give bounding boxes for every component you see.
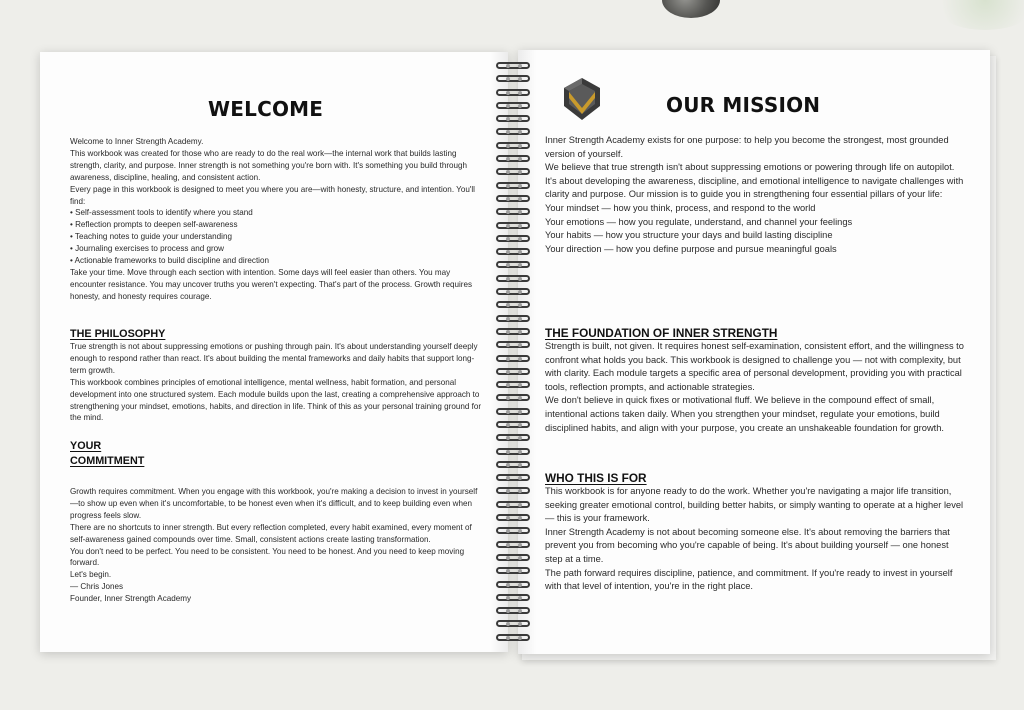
punch-hole [506, 636, 510, 640]
spiral-ring [494, 261, 534, 271]
spiral-ring [494, 607, 534, 617]
ring-wire [496, 222, 530, 229]
punch-hole [518, 224, 522, 228]
who-heading: WHO THIS IS FOR [545, 471, 647, 485]
spiral-ring [494, 155, 534, 165]
punch-hole [506, 556, 510, 560]
spiral-ring [494, 581, 534, 591]
punch-hole [518, 583, 522, 587]
commitment-line: There are no shortcuts to inner strength. But every reflection completed, every habit examined, every moment of self-awareness gained compounds over time. Small, consistent actions create lasting transformation. [70, 522, 472, 544]
ring-wire [496, 567, 530, 574]
punch-hole [506, 357, 510, 361]
ring-wire [496, 195, 530, 202]
ring-wire [496, 527, 530, 534]
commitment-heading-line: COMMITMENT [70, 454, 145, 467]
spiral-ring [494, 115, 534, 125]
spiral-ring [494, 142, 534, 152]
ring-wire [496, 461, 530, 468]
who-line: This workbook is for anyone ready to do the work. Whether you're navigating a major life transition, seeking greater emotional control, building better habits, or simply wanting to operate at a higher level — this is your framework. [545, 486, 964, 524]
spiral-ring [494, 328, 534, 338]
welcome-line: Every page in this workbook is designed to meet you where you are—with honesty, structure, and intention. You'll find: [70, 184, 475, 206]
ring-wire [496, 75, 530, 82]
ring-wire [496, 182, 530, 189]
punch-hole [518, 370, 522, 374]
punch-hole [518, 290, 522, 294]
ring-wire [496, 315, 530, 322]
ring-wire [496, 208, 530, 215]
who-text [545, 485, 965, 594]
punch-hole [506, 317, 510, 321]
ring-wire [496, 408, 530, 415]
mission-title: OUR MISSION [666, 93, 821, 117]
ring-wire [496, 115, 530, 122]
spiral-ring [494, 381, 534, 391]
commitment-heading [70, 439, 270, 468]
philosophy-line: This workbook combines principles of emotional intelligence, mental wellness, habit formation, and personal development into one structured system. Each module builds upon the last, creating a comprehensive approach to strengthening your mindset, emotions, habits, and direction in life. Think of this as your personal training ground for the mind. [70, 377, 482, 423]
background-object [662, 0, 720, 18]
spiral-ring [494, 514, 534, 524]
ring-wire [496, 355, 530, 362]
pillar-direction: Your direction — how you define purpose and pursue meaningful goals [545, 243, 837, 254]
punch-hole [518, 543, 522, 547]
punch-hole [518, 64, 522, 68]
ring-wire [496, 514, 530, 521]
punch-hole [506, 91, 510, 95]
spiral-ring [494, 394, 534, 404]
spiral-ring [494, 541, 534, 551]
ring-wire [496, 421, 530, 428]
philosophy-text [70, 341, 482, 424]
punch-hole [506, 516, 510, 520]
ring-wire [496, 487, 530, 494]
ring-wire [496, 394, 530, 401]
spiral-ring [494, 434, 534, 444]
ring-wire [496, 328, 530, 335]
ring-wire [496, 620, 530, 627]
punch-hole [518, 410, 522, 414]
ring-wire [496, 301, 530, 308]
welcome-bullet: • Journaling exercises to process and grow [70, 244, 224, 254]
welcome-bullet: • Teaching notes to guide your understanding [70, 232, 232, 242]
welcome-line: Welcome to Inner Strength Academy. [70, 137, 204, 146]
ring-wire [496, 341, 530, 348]
punch-hole [518, 237, 522, 241]
spiral-ring [494, 235, 534, 245]
mission-text [545, 134, 965, 256]
punch-hole [518, 423, 522, 427]
commitment-heading-line: YOUR [70, 440, 102, 452]
punch-hole [518, 357, 522, 361]
spiral-ring [494, 421, 534, 431]
punch-hole [506, 596, 510, 600]
welcome-bullet: • Actionable frameworks to build discipline and direction [70, 256, 269, 266]
welcome-bullet: • Self-assessment tools to identify where you stand [70, 208, 253, 218]
spiral-ring [494, 102, 534, 112]
left-page [40, 52, 508, 652]
spiral-ring [494, 408, 534, 418]
ring-wire [496, 102, 530, 109]
punch-hole [518, 556, 522, 560]
commitment-line: Let's begin. [70, 570, 112, 580]
ring-wire [496, 581, 530, 588]
ring-wire [496, 248, 530, 255]
punch-hole [518, 184, 522, 188]
punch-hole [506, 370, 510, 374]
punch-hole [506, 330, 510, 334]
ring-wire [496, 434, 530, 441]
welcome-line: Take your time. Move through each section with intention. Some days will feel easier than others. You may encounter resistance. You may uncover truths you weren't expecting. That's part of the process. Growth requires honesty, and honesty requires courage. [70, 267, 472, 301]
ring-wire [496, 275, 530, 282]
spiral-ring [494, 620, 534, 630]
spiral-ring [494, 315, 534, 325]
punch-hole [506, 144, 510, 148]
spiral-ring [494, 75, 534, 85]
pillar-emotions: Your emotions — how you regulate, understand, and channel your feelings [545, 216, 853, 227]
ring-wire [496, 261, 530, 268]
right-page [518, 50, 990, 654]
ring-wire [496, 235, 530, 242]
spiral-binding [494, 62, 534, 647]
spiral-ring [494, 341, 534, 351]
ring-wire [496, 168, 530, 175]
ring-wire [496, 288, 530, 295]
spiral-ring [494, 594, 534, 604]
punch-hole [518, 91, 522, 95]
spiral-ring [494, 222, 534, 232]
mission-line: Inner Strength Academy exists for one purpose: to help you become the strongest, most grounded version of yourself. [545, 135, 949, 159]
commitment-line: Growth requires commitment. When you engage with this workbook, you're making a decision to invest in yourself—to show up even when it's uncomfortable, to be honest even when it's difficult, and to keep building even when progress feels slow. [70, 487, 478, 520]
who-line: Inner Strength Academy is not about becoming someone else. It's about removing the barriers that prevent you from becoming who you're capable of being. It's about building yourself — one honest step at a time. [545, 526, 950, 564]
welcome-title: WELCOME [208, 97, 324, 121]
pillar-mindset: Your mindset — how you think, process, and respond to the world [545, 202, 816, 213]
ring-wire [496, 128, 530, 135]
commitment-text [70, 486, 482, 605]
commitment-line: You don't need to be perfect. You need to be consistent. You need to be honest. And you need to keep moving forward. [70, 546, 465, 568]
philosophy-heading: THE PHILOSOPHY [70, 328, 166, 340]
welcome-line: This workbook was created for those who are ready to do the real work—the internal work that builds lasting strength, clarity, and purpose. Inner strength is not something you're born with. It's something you build through awareness, discipline, healing, and consistent action. [70, 148, 468, 182]
spiral-ring [494, 501, 534, 511]
punch-hole [506, 104, 510, 108]
spiral-ring [494, 554, 534, 564]
ring-wire [496, 474, 530, 481]
punch-hole [506, 543, 510, 547]
ring-wire [496, 448, 530, 455]
pillar-habits: Your habits — how you structure your days and build lasting discipline [545, 230, 833, 241]
punch-hole [506, 224, 510, 228]
punch-hole [518, 277, 522, 281]
spiral-ring [494, 89, 534, 99]
foundation-line: Strength is built, not given. It requires honest self-examination, consistent effort, and the willingness to confront what holds you back. This workbook is designed to challenge you — not with complexity, but with clarity. Each module targets a specific area of personal development, providing you with practical tools, reflection prompts, and actionable strategies. [545, 341, 964, 392]
ring-wire [496, 541, 530, 548]
welcome-text [70, 136, 482, 303]
spiral-ring [494, 248, 534, 258]
spiral-ring [494, 288, 534, 298]
punch-hole [518, 503, 522, 507]
spiral-ring [494, 195, 534, 205]
punch-hole [518, 636, 522, 640]
spiral-ring [494, 208, 534, 218]
foundation-heading: THE FOUNDATION OF INNER STRENGTH [545, 326, 778, 340]
background-plant [930, 0, 1024, 30]
ring-wire [496, 634, 530, 641]
punch-hole [506, 184, 510, 188]
spiral-ring [494, 355, 534, 365]
punch-hole [506, 237, 510, 241]
punch-hole [518, 450, 522, 454]
spiral-ring [494, 474, 534, 484]
ring-wire [496, 368, 530, 375]
spiral-ring [494, 275, 534, 285]
punch-hole [506, 503, 510, 507]
punch-hole [506, 463, 510, 467]
ring-wire [496, 501, 530, 508]
punch-hole [518, 330, 522, 334]
spiral-ring [494, 168, 534, 178]
spiral-ring [494, 301, 534, 311]
punch-hole [518, 463, 522, 467]
punch-hole [506, 290, 510, 294]
punch-hole [506, 197, 510, 201]
punch-hole [506, 64, 510, 68]
punch-hole [506, 423, 510, 427]
ring-wire [496, 607, 530, 614]
philosophy-line: True strength is not about suppressing emotions or pushing through pain. It's about understanding yourself deeply enough to respond rather than react. It's about building the mental frameworks and daily habits that support long-term growth. [70, 342, 478, 375]
punch-hole [518, 516, 522, 520]
spiral-ring [494, 128, 534, 138]
spiral-ring [494, 634, 534, 644]
ring-wire [496, 381, 530, 388]
spiral-ring [494, 182, 534, 192]
ring-wire [496, 594, 530, 601]
foundation-line: We don't believe in quick fixes or motivational fluff. We believe in the compound effect of small, intentional actions taken daily. When you strengthen your mindset, regulate your emotions, build disciplined habits, and align with your purpose, you create an unshakeable foundation for growth. [545, 395, 944, 433]
ring-wire [496, 155, 530, 162]
punch-hole [506, 450, 510, 454]
punch-hole [518, 104, 522, 108]
ring-wire [496, 142, 530, 149]
punch-hole [506, 583, 510, 587]
mission-line: We believe that true strength isn't about suppressing emotions or powering through life on autopilot. It's about developing the awareness, discipline, and emotional intelligence to navigate challenges with clarity and purpose. Our mission is to guide you in strengthening four essential pillars of your life: [545, 162, 964, 200]
shield-chevron-icon [562, 76, 602, 122]
punch-hole [518, 197, 522, 201]
spiral-ring [494, 448, 534, 458]
spiral-ring [494, 368, 534, 378]
welcome-bullet: • Reflection prompts to deepen self-awareness [70, 220, 238, 230]
spiral-ring [494, 62, 534, 72]
punch-hole [518, 596, 522, 600]
spiral-ring [494, 567, 534, 577]
ring-wire [496, 554, 530, 561]
spiral-ring [494, 461, 534, 471]
signature-name: — Chris Jones [70, 582, 124, 592]
punch-hole [518, 144, 522, 148]
punch-hole [518, 317, 522, 321]
punch-hole [506, 277, 510, 281]
punch-hole [506, 410, 510, 414]
ring-wire [496, 62, 530, 69]
spiral-ring [494, 487, 534, 497]
foundation-text [545, 340, 965, 435]
who-line: The path forward requires discipline, patience, and commitment. If you're ready to invest in yourself with that level of intention, you're in the right place. [545, 567, 953, 592]
spiral-ring [494, 527, 534, 537]
ring-wire [496, 89, 530, 96]
signature-title: Founder, Inner Strength Academy [70, 594, 192, 604]
